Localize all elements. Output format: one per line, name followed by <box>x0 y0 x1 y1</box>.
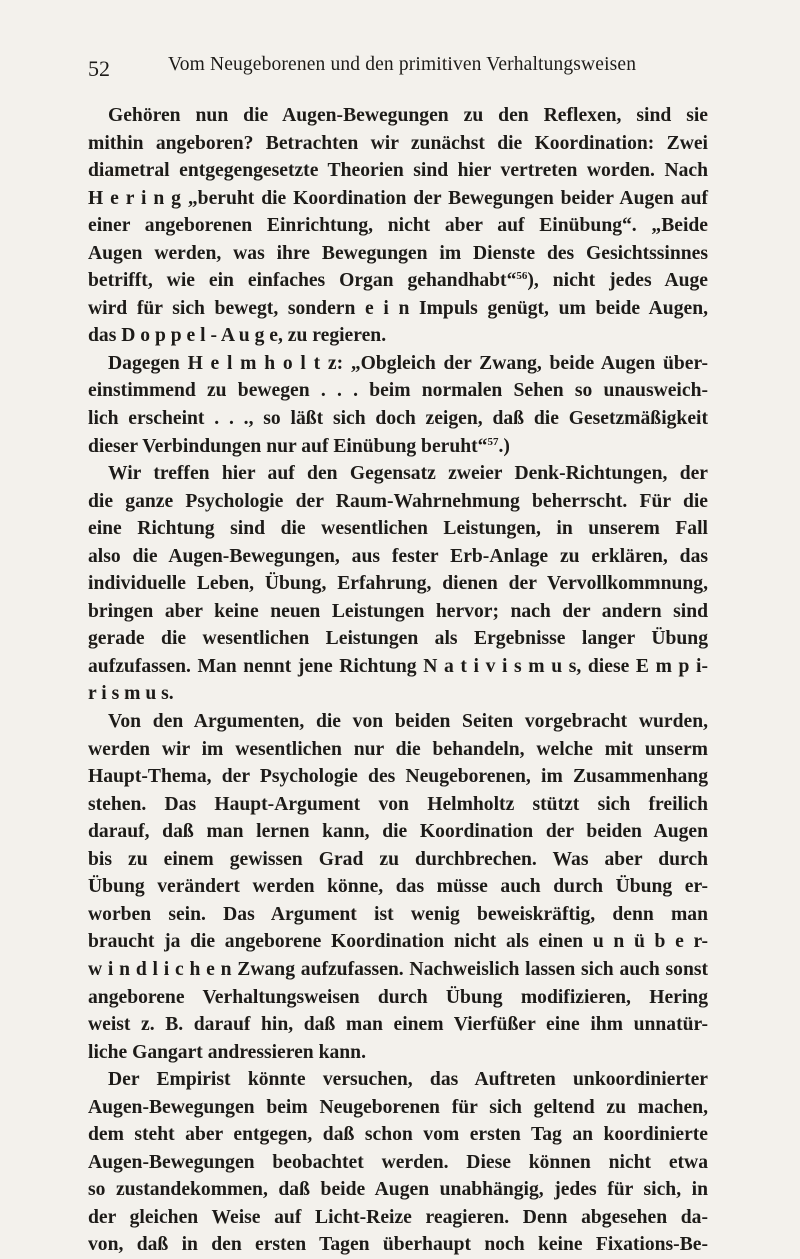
text-line <box>88 212 708 240</box>
text-line <box>88 1011 708 1039</box>
line-text: die ganze Psychologie der Raum-Wahrnehmung beherrscht. Für die <box>88 490 708 512</box>
text-line <box>88 433 708 461</box>
text-line <box>88 515 708 543</box>
line-text: bringen aber keine neuen Leistungen hervor; nach der andern sind <box>88 600 708 622</box>
text-line <box>88 157 708 185</box>
line-text: H e r i n g „beruht die Koordination der Bewegungen beider Augen auf <box>88 187 708 209</box>
text-line <box>88 322 708 350</box>
text-line <box>88 680 708 708</box>
body-text <box>88 102 708 1259</box>
line-text: Augen-Bewegungen beobachtet werden. Diese können nicht etwa <box>88 1151 708 1173</box>
line-text: individuelle Leben, Übung, Erfahrung, dienen der Vervollkommnung, <box>88 573 708 595</box>
line-text-after: ), nicht jedes Auge <box>527 270 708 292</box>
line-text: w i n d l i c h e n Zwang aufzufassen. Nachweislich lassen sich auch sonst <box>88 958 708 980</box>
text-line <box>88 570 708 598</box>
text-line <box>88 653 708 681</box>
line-text: stehen. Das Haupt-Argument von Helmholtz stützt sich freilich <box>88 793 708 815</box>
text-line <box>88 956 708 984</box>
line-text: von, daß in den ersten Tagen überhaupt noch keine Fixations-Be- <box>88 1234 708 1256</box>
running-head: Vom Neugeborenen und den primitiven Verhaltungsweisen <box>168 54 637 75</box>
text-line <box>88 846 708 874</box>
line-text: eine Richtung sind die wesentlichen Leistungen, in unserem Fall <box>88 518 708 540</box>
text-line <box>88 625 708 653</box>
line-text: einstimmend zu bewegen . . . beim normalen Sehen so unausweich- <box>88 380 708 402</box>
text-line <box>88 1094 708 1122</box>
line-text: weist z. B. darauf hin, daß man einem Vierfüßer eine ihm unnatür- <box>88 1014 708 1036</box>
line-text: Von den Argumenten, die von beiden Seiten vorgebracht wurden, <box>108 711 708 733</box>
line-text: Augen-Bewegungen beim Neugeborenen für sich geltend zu machen, <box>88 1096 708 1118</box>
text-line <box>88 460 708 488</box>
text-line <box>88 901 708 929</box>
line-text: der gleichen Weise auf Licht-Reize reagieren. Denn abgesehen da- <box>88 1206 708 1228</box>
text-line <box>88 708 708 736</box>
line-text: so zustandekommen, daß beide Augen unabhängig, jedes für sich, in <box>88 1179 708 1201</box>
text-line <box>88 488 708 516</box>
page-number: 52 <box>88 56 110 81</box>
line-text: betrifft, wie ein einfaches Organ gehandhabt“ <box>88 270 517 292</box>
text-line <box>88 598 708 626</box>
text-line <box>88 1066 708 1094</box>
text-line <box>88 1039 708 1067</box>
line-text: darauf, daß man lernen kann, die Koordination der beiden Augen <box>88 821 708 843</box>
page-header <box>88 50 708 80</box>
line-text: wird für sich bewegt, sondern e i n Impuls genügt, um beide Augen, <box>88 297 708 319</box>
line-text: Übung verändert werden könne, das müsse auch durch Übung er- <box>88 876 708 898</box>
text-line <box>88 350 708 378</box>
line-text: Gehören nun die Augen-Bewegungen zu den Reflexen, sind sie <box>108 105 708 126</box>
line-text: also die Augen-Bewegungen, aus fester Erb-Anlage zu erklären, das <box>88 545 708 567</box>
line-text-after: .) <box>498 435 510 457</box>
footnote-ref: 56 <box>516 270 528 283</box>
line-text: dieser Verbindungen nur auf Einübung beruht“ <box>88 435 488 457</box>
line-text: Der Empirist könnte versuchen, das Auftreten unkoordinierter <box>108 1069 708 1091</box>
text-line <box>88 240 708 268</box>
text-line <box>88 818 708 846</box>
line-text: r i s m u s. <box>88 683 174 705</box>
line-text: gerade die wesentlichen Leistungen als Ergebnisse langer Übung <box>88 628 708 650</box>
text-line <box>88 185 708 213</box>
line-text: Wir treffen hier auf den Gegensatz zweier Denk-Richtungen, der <box>108 463 708 485</box>
line-text: bis zu einem gewissen Grad zu durchbrechen. Was aber durch <box>88 848 708 870</box>
line-text: liche Gangart andressieren kann. <box>88 1041 366 1063</box>
text-line <box>88 377 708 405</box>
text-line <box>88 1231 708 1259</box>
text-line <box>88 873 708 901</box>
line-text: Augen werden, was ihre Bewegungen im Dienste des Gesichtssinnes <box>88 242 708 264</box>
line-text: aufzufassen. Man nennt jene Richtung N a t i v i s m u s, diese E m p i- <box>88 655 708 677</box>
text-line <box>88 1176 708 1204</box>
line-text: mithin angeboren? Betrachten wir zunächst die Koordination: Zwei <box>88 132 708 154</box>
text-line <box>88 1149 708 1177</box>
text-line <box>88 736 708 764</box>
line-text: Haupt-Thema, der Psychologie des Neugeborenen, im Zusammenhang <box>88 766 708 788</box>
line-text: einer angeborenen Einrichtung, nicht aber auf Einübung“. „Beide <box>88 215 708 237</box>
text-line <box>88 295 708 323</box>
line-text: worben sein. Das Argument ist wenig beweiskräftig, denn man <box>88 903 708 925</box>
line-text: Dagegen H e l m h o l t z: „Obgleich der Zwang, beide Augen über- <box>108 352 708 374</box>
text-line <box>88 267 708 295</box>
text-line <box>88 791 708 819</box>
line-text: braucht ja die angeborene Koordination nicht als einen u n ü b e r- <box>88 931 708 953</box>
line-text: werden wir im wesentlichen nur die behandeln, welche mit unserm <box>88 738 708 760</box>
text-line <box>88 928 708 956</box>
text-line <box>88 763 708 791</box>
text-line <box>88 130 708 158</box>
line-text: diametral entgegengesetzte Theorien sind hier vertreten worden. Nach <box>88 160 708 182</box>
text-line <box>88 543 708 571</box>
text-line <box>88 1204 708 1232</box>
text-line <box>88 102 708 130</box>
text-line <box>88 984 708 1012</box>
text-line <box>88 405 708 433</box>
line-text: lich erscheint . . ., so läßt sich doch zeigen, daß die Gesetzmäßigkeit <box>88 408 708 430</box>
line-text: das D o p p e l - A u g e, zu regieren. <box>88 325 387 347</box>
line-text: angeborene Verhaltungsweisen durch Übung modifizieren, Hering <box>88 986 708 1008</box>
text-line <box>88 1121 708 1149</box>
footnote-ref: 57 <box>487 435 499 448</box>
line-text: dem steht aber entgegen, daß schon vom ersten Tag an koordinierte <box>88 1124 708 1146</box>
